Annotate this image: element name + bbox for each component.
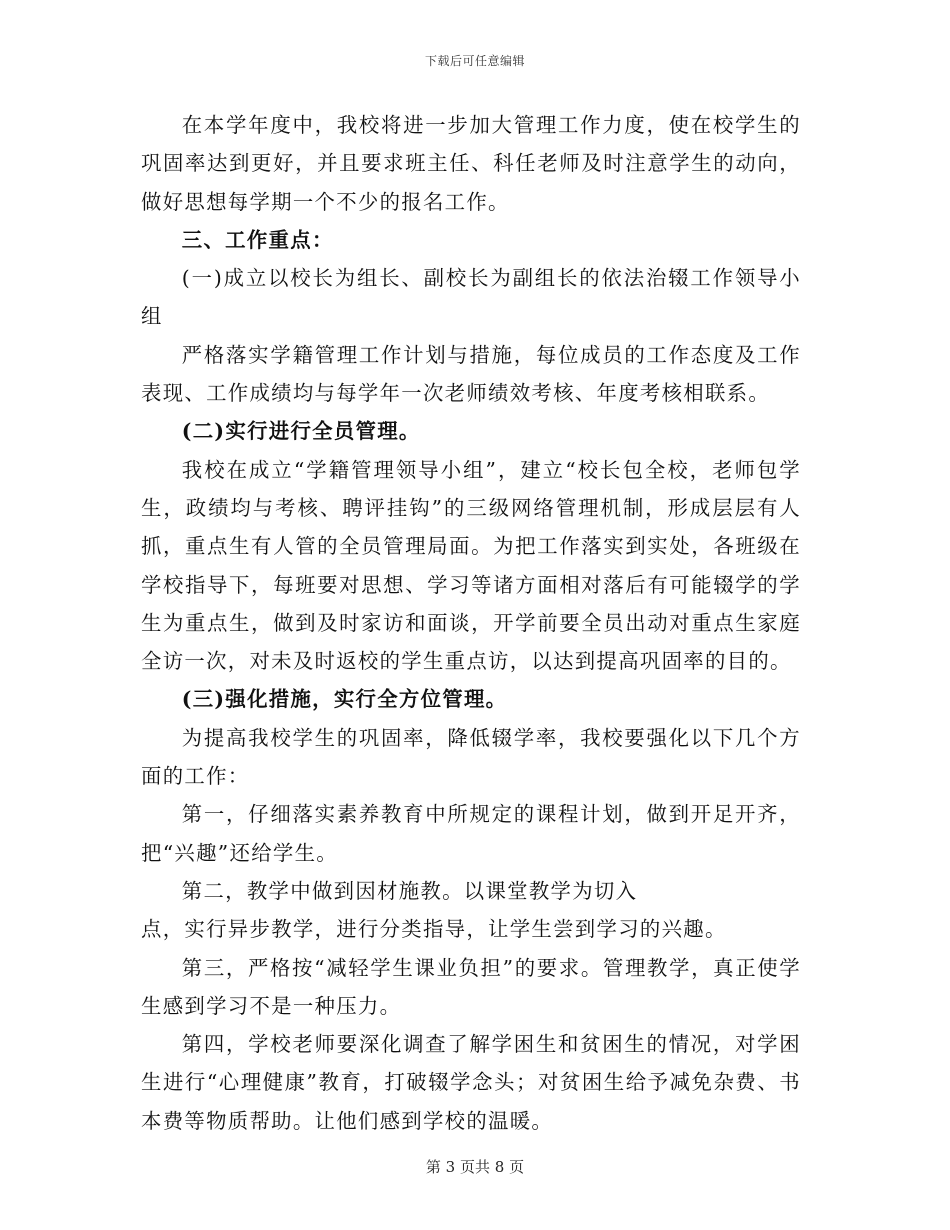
paragraph-fourth: 第四，学校老师要深化调查了解学困生和贫困生的情况，对学困生进行“心理健康”教育，打破辍学念头；对贫困生给予减免杂费、书本费等物质帮助。让他们感到学校的温暖。 bbox=[141, 1032, 801, 1133]
paragraph-third: 第三，严格按“减轻学生课业负担”的要求。管理教学，真正使学生感到学习不是一种压力。 bbox=[141, 955, 801, 1018]
paragraph-plan-measures: 严格落实学籍管理工作计划与措施，每位成员的工作态度及工作表现、工作成绩均与每学年一次老师绩效考核、年度考核相联系。 bbox=[141, 342, 801, 406]
paragraph-intro: 在本学年度中，我校将进一步加大管理工作力度，使在校学生的巩固率达到更好，并且要求班主任、科任老师及时注意学生的动向，做好思想每学期一个不少的报名工作。 bbox=[141, 113, 801, 214]
subsection-heading-1: (一)成立以校长为组长、副校长为副组长的依法治辍工作领导小组 bbox=[141, 266, 801, 329]
page-header-note: 下载后可任意编辑 bbox=[424, 54, 525, 68]
paragraph-second-a: 第二，教学中做到因材施教。以课堂教学为切入 bbox=[181, 878, 638, 903]
paragraph-strengthen-intro: 为提高我校学生的巩固率，降低辍学率，我校要强化以下几个方面的工作： bbox=[141, 725, 801, 789]
paragraph-second-b: 点，实行异步教学，进行分类指导，让学生尝到学习的兴趣。 bbox=[141, 917, 727, 942]
section-heading-work-focus: 三、工作重点： bbox=[181, 227, 334, 252]
page-number-footer: 第 3 页共 8 页 bbox=[425, 1158, 525, 1176]
document-body bbox=[141, 106, 801, 1140]
paragraph-full-management: 我校在成立“学籍管理领导小组”，建立“校长包全校，老师包学生，政绩均与考核、聘评挂钩”的三级网络管理机制，形成层层有人抓，重点生有人管的全员管理局面。为把工作落实到实处，各班级在学校指导下，每班要对思想、学习等诸方面相对落后有可能辍学的学生为重点生，做到及时家访和面谈，开学前要全员出动对重点生家庭全访一次，对未及时返校的学生重点访，以达到提高巩固率的目的。 bbox=[141, 457, 801, 674]
subsection-heading-2: (二)实行进行全员管理。 bbox=[181, 419, 421, 444]
paragraph-first: 第一，仔细落实素养教育中所规定的课程计划，做到开足开齐，把“兴趣”还给学生。 bbox=[141, 802, 801, 865]
subsection-heading-3: (三)强化措施，实行全方位管理。 bbox=[181, 687, 508, 712]
